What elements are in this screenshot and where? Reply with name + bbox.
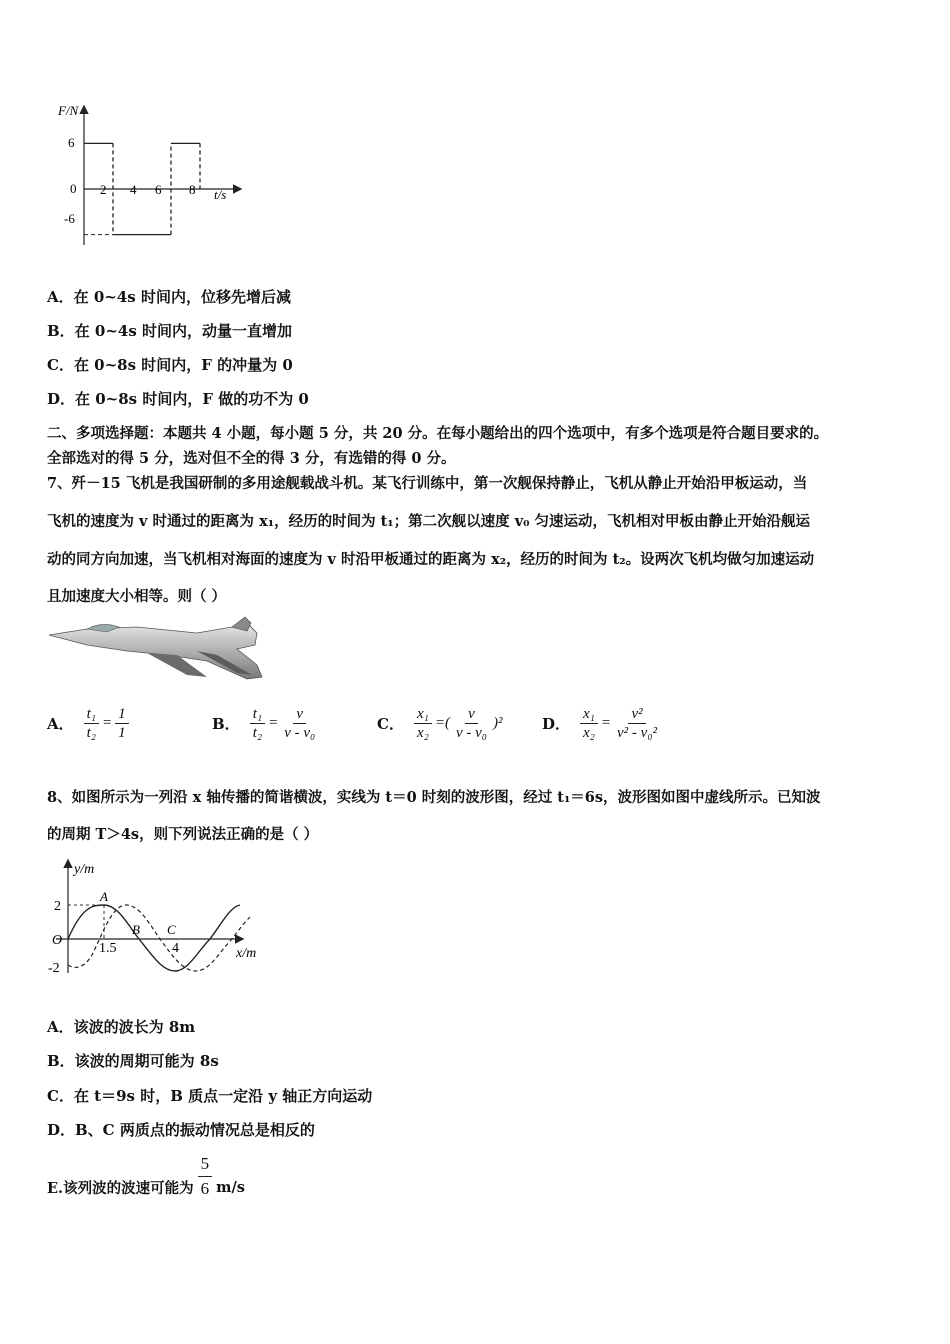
t-tick: 8 xyxy=(189,182,196,197)
q7-option-d-formula xyxy=(580,705,660,742)
equals: = xyxy=(268,715,279,731)
fighter-jet-image xyxy=(47,615,267,690)
point-c-label: C xyxy=(167,922,176,937)
frac-den: 1 xyxy=(118,725,126,741)
frac-num: v xyxy=(465,705,478,724)
equals: = xyxy=(600,715,612,731)
equals: = xyxy=(102,715,113,731)
frac-num: v² xyxy=(628,705,645,724)
y-tick: 2 xyxy=(54,899,61,914)
force-time-graph xyxy=(50,95,250,255)
wave-dashed xyxy=(68,905,250,971)
origin-label: O xyxy=(52,933,63,948)
frac-num: x₁ xyxy=(580,705,598,724)
t-axis-label: t/s xyxy=(214,187,227,202)
q7-stem-line3: 动的同方向加速，当飞机相对海面的速度为 v 时沿甲板通过的距离为 x₂，经历的时间为 t₂。设两次飞机均做匀加速运动 xyxy=(47,551,815,568)
f-tick: 6 xyxy=(68,135,75,150)
frac-num: x₁ xyxy=(414,705,432,724)
q7-option-b-label: B． xyxy=(212,715,240,733)
q8-option-e[interactable] xyxy=(47,1152,245,1201)
q8-option-c[interactable]: C．在 t＝9s 时，B 质点一定沿 y 轴正方向运动 xyxy=(47,1087,373,1105)
equals-paren: =( xyxy=(434,715,450,731)
section2-scoring: 全部选对的得 5 分，选对但不全的得 3 分，有选错的得 0 分。 xyxy=(47,450,456,467)
q8-stem-line1: 8、如图所示为一列沿 x 轴传播的简谐横波，实线为 t＝0 时刻的波形图，经过 t₁＝6s，波形图如图中虚线所示。已知波 xyxy=(47,789,821,806)
frac-den: t₂ xyxy=(252,725,263,741)
frac-den: x₂ xyxy=(583,725,595,741)
frac-num: 1 xyxy=(115,705,129,724)
frac-num: t₁ xyxy=(84,705,99,724)
q8-option-a[interactable]: A．该波的波长为 8m xyxy=(47,1018,196,1036)
frac-num: v xyxy=(293,705,306,724)
q8-option-b[interactable]: B．该波的周期可能为 8s xyxy=(47,1052,219,1070)
frac-den: v - v₀ xyxy=(455,725,487,741)
q6-option-d[interactable]: D．在 0~8s 时间内，F 做的功不为 0 xyxy=(47,390,309,408)
f-tick: -6 xyxy=(64,211,75,226)
frac-den: x₂ xyxy=(416,725,429,741)
x-tick: 4 xyxy=(172,941,179,956)
q6-option-b[interactable]: B．在 0~4s 时间内，动量一直增加 xyxy=(47,322,293,340)
q7-option-b-formula xyxy=(250,705,319,742)
wave-graph xyxy=(42,855,272,980)
q6-option-a[interactable]: A．在 0~4s 时间内，位移先增后减 xyxy=(47,288,291,306)
q7-option-d-label: D． xyxy=(542,715,571,733)
frac-den: v - v₀ xyxy=(284,725,316,741)
point-a-label: A xyxy=(100,889,108,904)
q7-option-a-label: A． xyxy=(47,715,74,733)
q8-stem-line2: 的周期 T＞4s，则下列说法正确的是（ ） xyxy=(47,826,319,843)
y-tick: -2 xyxy=(48,961,60,976)
q7-option-c-label: C． xyxy=(377,715,404,733)
frac-den: t₂ xyxy=(86,725,97,741)
q7-option-a-formula xyxy=(84,705,129,742)
q7-option-c[interactable] xyxy=(377,705,502,742)
q8-option-e-text: E.该列波的波速可能为 xyxy=(47,1180,194,1197)
f-axis-label: F/N xyxy=(58,103,79,118)
f-tick: 0 xyxy=(70,181,77,196)
q7-option-a[interactable] xyxy=(47,705,129,742)
q6-option-c[interactable]: C．在 0~8s 时间内，F 的冲量为 0 xyxy=(47,356,293,374)
q8-option-d[interactable]: D．B、C 两质点的振动情况总是相反的 xyxy=(47,1121,315,1139)
point-b-label: B xyxy=(132,922,140,937)
t-tick: 6 xyxy=(155,182,162,197)
q7-stem-line4: 且加速度大小相等。则（ ） xyxy=(47,588,227,605)
close-paren-squared: )² xyxy=(492,715,503,731)
q7-option-c-formula xyxy=(414,705,503,742)
frac-den: 6 xyxy=(200,1179,210,1198)
q7-stem-line2: 飞机的速度为 v 时通过的距离为 x₁，经历的时间为 t₁；第二次舰以速度 v₀ 匀速运动，飞机相对甲板由静止开始沿舰运 xyxy=(47,513,811,530)
q8-option-e-unit: m/s xyxy=(216,1179,245,1196)
x-tick: 1.5 xyxy=(99,941,117,956)
q7-stem-line1: 7、歼－15 飞机是我国研制的多用途舰载战斗机。某飞行训练中，第一次舰保持静止，飞机从静止开始沿甲板运动，当 xyxy=(47,475,808,492)
section2-heading: 二、多项选择题：本题共 4 小题，每小题 5 分，共 20 分。在每小题给出的四个选项中，有多个选项是符合题目要求的。 xyxy=(47,425,829,442)
q7-option-b[interactable] xyxy=(212,705,318,742)
t-tick: 2 xyxy=(100,182,107,197)
frac-num: t₁ xyxy=(250,705,265,724)
q7-option-d[interactable] xyxy=(542,705,660,742)
wave-solid xyxy=(68,905,240,971)
y-axis-label: y/m xyxy=(74,862,95,877)
x-axis-label: x/m xyxy=(236,946,257,961)
frac-den: v² - v₀² xyxy=(617,725,658,741)
q8-option-e-fraction xyxy=(198,1152,213,1201)
frac-num: 5 xyxy=(198,1152,213,1177)
t-tick: 4 xyxy=(130,182,137,197)
